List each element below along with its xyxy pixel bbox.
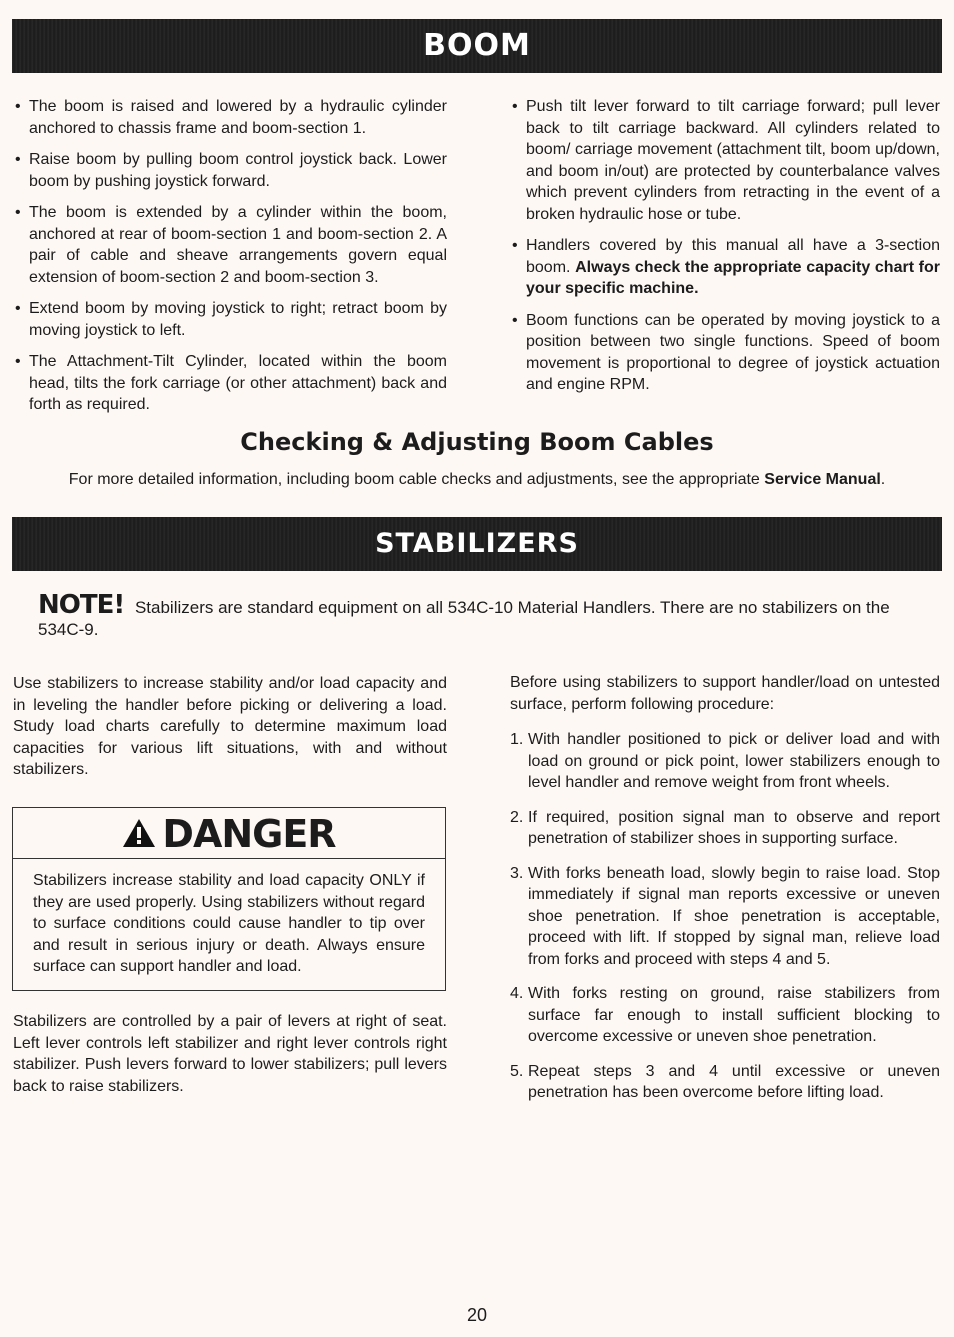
stabilizers-right-column bbox=[510, 672, 940, 1117]
step-number: 3. bbox=[510, 864, 524, 882]
list-item: • Raise boom by pulling boom control joystick back. Lower boom by pushing joystick forward. bbox=[13, 149, 447, 192]
danger-title: DANGER bbox=[162, 812, 336, 856]
cables-text-body: For more detailed information, including boom cable checks and adjustments, see the appropriate bbox=[68, 471, 760, 488]
list-item: • Push tilt lever forward to tilt carriage forward; pull lever back to tilt carriage backward. All cylinders related to boom/ carriage movement (attachment tilt, boom up/down, and boom in/out) are protected by counterbalance valves which prevent cylinders from retracting in the event of a broken hydraulic hose or tube. bbox=[510, 96, 940, 225]
danger-text: Stabilizers increase stability and load capacity ONLY if they are used properly. Using stabilizers without regard to surface conditions could cause handler to tip over and result in serious injury or death. Always ensure surface can support handler and load. bbox=[33, 872, 425, 975]
danger-header bbox=[13, 808, 445, 859]
boom-left-column bbox=[13, 96, 447, 426]
cables-text-end: . bbox=[880, 471, 886, 488]
step-number: 4. bbox=[510, 985, 524, 1002]
step-number: 5. bbox=[510, 1062, 524, 1080]
boom-right-column bbox=[510, 96, 940, 406]
stabilizers-usage-paragraph: Use stabilizers to increase stability and/or load capacity and in leveling the handler before picking or delivering a load. Study load charts carefully to determine maximum load capacities for various lift situations, with and without stabilizers. bbox=[13, 675, 447, 778]
list-item: • Extend boom by moving joystick to right; retract boom by moving joystick to left. bbox=[13, 298, 447, 341]
boom-section-banner bbox=[12, 19, 942, 73]
list-item: • The Attachment-Tilt Cylinder, located within the boom head, tilts the fork carriage (or other attachment) back and forth as required. bbox=[13, 351, 447, 416]
procedure-step bbox=[510, 1061, 940, 1104]
stabilizers-banner-title: STABILIZERS bbox=[375, 528, 579, 559]
list-item bbox=[510, 235, 940, 300]
step-number: 2. bbox=[510, 808, 524, 826]
boom-right-list bbox=[510, 96, 940, 396]
step-number: 1. bbox=[510, 731, 524, 748]
list-item: • Boom functions can be operated by moving joystick to a position between two single functions. Speed of boom movement is proportional to degree of joystick actuation and engine RPM. bbox=[510, 310, 940, 396]
warning-triangle-icon bbox=[122, 818, 156, 848]
stabilizers-note bbox=[38, 590, 938, 640]
stabilizers-section-banner bbox=[12, 517, 942, 571]
procedure-step bbox=[510, 983, 940, 1048]
procedure-intro: Before using stabilizers to support handler/load on untested surface, perform following procedure: bbox=[510, 674, 940, 713]
step-text: With forks beneath load, slowly begin to raise load. Stop immediately if signal man reports excessive or uneven shoe penetration. If shoe penetration is acceptable, proceed with lift. If stopped by signal man, relieve load from forks and proceed with steps 4 and 5. bbox=[528, 864, 940, 968]
capacity-chart-warning: Always check the appropriate capacity chart for your specific machine. bbox=[526, 258, 941, 297]
cables-text bbox=[0, 471, 954, 489]
cables-heading: Checking & Adjusting Boom Cables bbox=[240, 428, 714, 456]
step-text: Repeat steps 3 and 4 until excessive or uneven penetration has been overcome before lifting load. bbox=[528, 1062, 940, 1101]
stabilizers-left-intro bbox=[13, 673, 447, 781]
page-number: 20 bbox=[466, 1305, 488, 1325]
boom-left-list bbox=[13, 96, 447, 416]
service-manual-ref: Service Manual bbox=[764, 471, 881, 488]
step-text: With handler positioned to pick or deliver load and with load on ground or pick point, lower stabilizers enough to level handler and remove weight from front wheels. bbox=[528, 731, 940, 791]
step-text: With forks resting on ground, raise stabilizers from surface far enough to install sufficient blocking to overcome excessive or uneven shoe penetration. bbox=[528, 985, 940, 1045]
danger-box bbox=[12, 807, 446, 991]
note-text: Stabilizers are standard equipment on all 534C-10 Material Handlers. There are no stabilizers on the 534C-9. bbox=[38, 598, 890, 639]
procedure-steps bbox=[510, 729, 940, 1104]
stabilizers-left-controls bbox=[13, 1011, 447, 1097]
list-item: • The boom is raised and lowered by a hydraulic cylinder anchored to chassis frame and boom-section 1. bbox=[13, 96, 447, 139]
procedure-step bbox=[510, 807, 940, 850]
list-item: • The boom is extended by a cylinder within the boom, anchored at rear of boom-section 1 and boom-section 2. A pair of cable and sheave arrangements govern equal extension of boom-section 2 and boom-section 3. bbox=[13, 202, 447, 288]
step-text: If required, position signal man to observe and report penetration of stabilizer shoes in supporting surface. bbox=[528, 808, 940, 847]
note-label: NOTE! bbox=[38, 590, 125, 620]
procedure-step bbox=[510, 729, 940, 794]
boom-banner-title: BOOM bbox=[423, 28, 531, 63]
procedure-step bbox=[510, 863, 940, 971]
list-item-text: Handlers covered by this manual all have a 3-section boom. bbox=[526, 237, 940, 276]
stabilizers-controls-paragraph: Stabilizers are controlled by a pair of levers at right of seat. Left lever controls left stabilizer and right lever controls right stabilizer. Push levers forward to lower stabilizers; pull levers back to raise stabilizers. bbox=[13, 1013, 447, 1095]
